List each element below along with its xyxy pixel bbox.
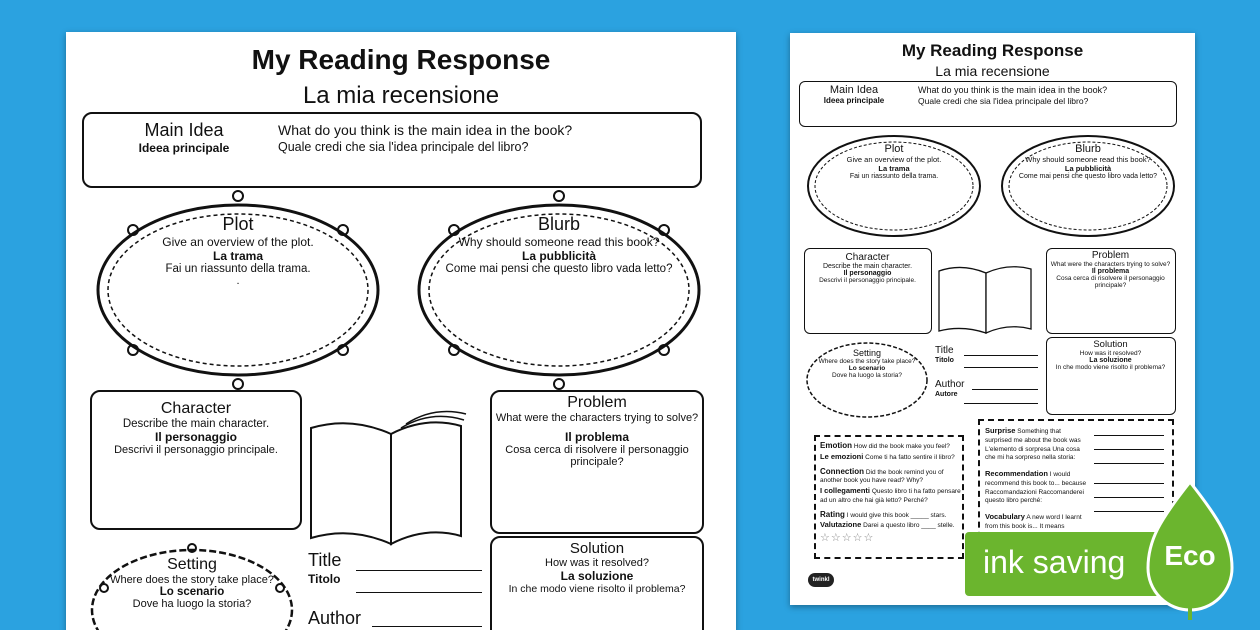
sheet-title: My Reading Response [251, 44, 551, 75]
small-main-idea-question: What do you think is the main idea in the book? [918, 85, 1108, 95]
small-character-prompt-it: Descrivi il personaggio principale. [819, 277, 916, 284]
rating-stars-icon[interactable]: ☆☆☆☆☆ [820, 532, 875, 545]
blurb-title-it: La pubblicità [521, 249, 596, 263]
small-character-title: Character [845, 252, 890, 263]
vocabulary-question: A new word I learnt from this book is... It means [985, 514, 1082, 530]
rating-label-it: Valutazione [820, 520, 862, 530]
character-title-it: Il personaggio [154, 430, 237, 444]
small-plot-prompt: Give an overview of the plot. [846, 155, 942, 164]
small-character-prompt: Describe the main character. [822, 263, 913, 270]
solution-title-it: La soluzione [560, 569, 634, 583]
emotion-question: How did the book make you feel? [853, 443, 950, 450]
twinkl-logo: twinkl [808, 573, 834, 587]
connection-label-it: I collegamenti [820, 486, 871, 496]
small-reflection-box [814, 435, 964, 559]
setting-title: Setting [167, 556, 217, 573]
connection-question-it: Questo libro ti ha fatto pensare ad un altro che hai già letto? Perché? [820, 488, 961, 504]
author-line[interactable] [372, 626, 482, 627]
surprise-question: Something that surprised me about the book was [985, 428, 1081, 444]
blurb-prompt: Why should someone read this book? [458, 235, 660, 249]
setting-prompt: Where does the story take place? [110, 574, 274, 586]
ink-saving-label: ink saving [983, 544, 1126, 580]
small-author-label: Author [935, 379, 965, 390]
small-solution-title: Solution [1093, 339, 1128, 350]
main-idea-box [82, 112, 702, 188]
rating-label: Rating [820, 509, 845, 519]
small-character-title-it: Il personaggio [843, 270, 892, 277]
recommendation-label: Recommendation [985, 469, 1048, 479]
main-idea-question: What do you think is the main idea in the book? [278, 122, 573, 138]
emotion-label: Emotion [820, 441, 852, 450]
solution-prompt: How was it resolved? [545, 557, 649, 569]
small-title-label: Title [935, 345, 954, 356]
problem-prompt: What were the characters trying to solve? [495, 412, 699, 424]
small-problem-box [1046, 248, 1176, 334]
small-author-line[interactable] [972, 389, 1038, 390]
small-problem-title: Problem [1091, 250, 1130, 261]
small-sheet-title: My Reading Response [901, 41, 1084, 60]
plot-prompt: Give an overview of the plot. [162, 235, 314, 249]
setting-title-it: Lo scenario [159, 586, 225, 598]
small-solution-prompt-it: In che modo viene risolto il problema? [1055, 364, 1166, 371]
small-plot-title-it: La trama [878, 164, 910, 173]
plot-title-it: La trama [212, 249, 264, 263]
blurb-prompt-it: Come mai pensi che questo libro vada letto? [445, 263, 673, 275]
small-blurb-title: Blurb [1075, 143, 1101, 155]
plot-title: Plot [222, 214, 254, 234]
title-field-label: Title [308, 550, 342, 570]
small-solution-prompt: How was it resolved? [1079, 350, 1142, 357]
small-sheet-subtitle: La mia recensione [935, 63, 1050, 79]
character-prompt: Describe the main character. [122, 418, 270, 430]
title-line[interactable] [356, 570, 482, 571]
eco-label: Eco [1164, 540, 1216, 571]
setting-prompt-it: Dove ha luogo la storia? [132, 598, 252, 610]
emotion-label-it: Le emozioni [820, 451, 864, 461]
small-main-idea-question-it: Quale credi che sia l'idea principale del libro? [918, 96, 1089, 106]
small-title-line-2[interactable] [964, 367, 1038, 368]
worksheet-preview-large [66, 32, 736, 630]
author-field-label: Author [308, 608, 362, 628]
small-plot-prompt-it: Fai un riassunto della trama. [849, 173, 939, 180]
title-field-label-it: Titolo [308, 572, 341, 586]
character-title: Character [160, 400, 232, 417]
small-blurb-title-it: La pubblicità [1064, 164, 1112, 173]
recommendation-question-it: Raccomandazioni Raccomanderei questo libro perché: [985, 488, 1084, 505]
surprise-line[interactable] [1094, 435, 1164, 436]
small-character-box [804, 248, 932, 334]
small-setting-prompt: Where does the story take place? [818, 358, 916, 365]
surprise-question-it: L'elemento di sorpresa Una cosa che mi ha sorpreso nella storia: [985, 445, 1080, 462]
small-problem-title-it: Il problema [1091, 268, 1130, 275]
small-problem-prompt: What were the characters trying to solve? [1050, 261, 1171, 268]
sheet-subtitle: La mia recensione [302, 82, 500, 109]
solution-box [490, 536, 704, 630]
solution-title: Solution [569, 540, 625, 557]
problem-title-it: Il problema [564, 430, 629, 444]
small-blurb-prompt: Why should someone read this book? [1025, 155, 1151, 164]
small-open-book-icon [936, 259, 1036, 339]
small-setting-title-it: Lo scenario [848, 365, 886, 372]
plot-dot: . [236, 275, 240, 287]
title-line-2[interactable] [356, 592, 482, 593]
small-author-label-it: Autore [935, 391, 958, 398]
surprise-line-2[interactable] [1094, 449, 1164, 450]
connection-label: Connection [820, 466, 864, 476]
small-setting-prompt-it: Dove ha luogo la storia? [831, 372, 903, 379]
main-idea-label-it: Ideea principale [138, 141, 230, 155]
small-blurb-prompt-it: Come mai pensi che questo libro vada letto? [1018, 173, 1158, 180]
rating-question: I would give this book _____ stars. [846, 511, 947, 519]
small-title-line[interactable] [964, 355, 1038, 356]
problem-box [490, 390, 704, 534]
main-idea-label: Main Idea [144, 120, 224, 140]
character-prompt-it: Descrivi il personaggio principale. [114, 444, 278, 456]
small-solution-box [1046, 337, 1176, 415]
emotion-question-it: Come ti ha fatto sentire il libro? [865, 453, 955, 461]
recommendation-question: I would recommend this book to... because [985, 471, 1087, 487]
open-book-icon [306, 406, 466, 556]
small-main-idea-box [799, 81, 1177, 127]
surprise-label: Surprise [985, 426, 1016, 435]
small-problem-prompt-it: Cosa cerca di risolvere il personaggio principale? [1056, 275, 1165, 289]
character-box [90, 390, 302, 530]
connection-question: Did the book remind you of another book you have read? Why? [820, 468, 944, 485]
plot-prompt-it: Fai un riassunto della trama. [165, 263, 311, 275]
blurb-title: Blurb [537, 214, 581, 234]
small-main-idea-label: Main Idea [829, 84, 879, 96]
surprise-line-3[interactable] [1094, 463, 1164, 464]
solution-prompt-it: In che modo viene risolto il problema? [508, 583, 686, 595]
small-title-label-it: Titolo [935, 357, 954, 364]
worksheet-preview-small [790, 33, 1195, 605]
small-setting-title: Setting [852, 348, 882, 358]
small-main-idea-label-it: Ideea principale [823, 96, 885, 105]
problem-title: Problem [567, 394, 627, 411]
small-solution-title-it: La soluzione [1089, 357, 1132, 364]
small-author-line-2[interactable] [964, 403, 1038, 404]
rating-question-it: Darei a questo libro ____ stelle. [863, 522, 955, 530]
problem-prompt-it: Cosa cerca di risolvere il personaggio principale? [505, 444, 689, 468]
small-plot-title: Plot [884, 143, 904, 155]
vocabulary-label: Vocabulary [985, 512, 1025, 522]
main-idea-question-it: Quale credi che sia l'idea principale del libro? [278, 140, 529, 154]
